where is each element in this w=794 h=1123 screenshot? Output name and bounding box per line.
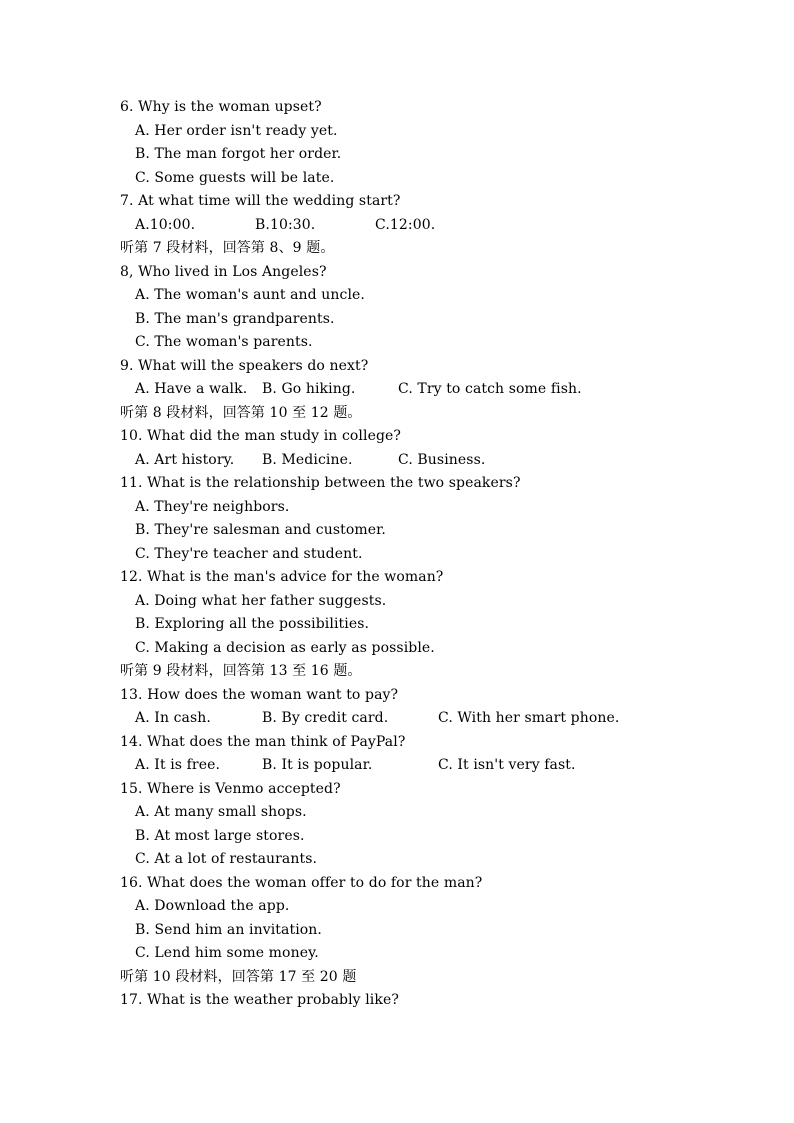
section-heading-9: 听第 9 段材料，回答第 13 至 16 题。: [120, 663, 362, 679]
question-7: 7. At what time will the wedding start?: [120, 193, 401, 209]
option-12c: C. Making a decision as early as possible.: [135, 639, 435, 656]
option-15b: B. At most large stores.: [135, 827, 305, 844]
options-row-9: [0, 378, 794, 402]
question-13: 13. How does the woman want to pay?: [120, 686, 399, 703]
option-9c: C. Try to catch some fish.: [398, 381, 582, 397]
option-14b: B. It is popular.: [262, 757, 373, 773]
option-14a: A. It is free.: [135, 757, 221, 773]
option-13b: B. By credit card.: [262, 710, 389, 726]
option-15a: A. At many small shops.: [135, 804, 307, 820]
question-6: 6. Why is the woman upset?: [120, 99, 322, 115]
options-row-13: [0, 707, 794, 731]
option-15c: C. At a lot of restaurants.: [135, 851, 318, 867]
options-row-14: [0, 754, 794, 778]
option-9a: A. Have a walk.: [135, 381, 248, 397]
question-14: 14. What does the man think of PayPal?: [120, 733, 406, 750]
option-8b: B. The man's grandparents.: [135, 310, 335, 327]
option-11a: A. They're neighbors.: [135, 498, 290, 515]
option-6a: A. Her order isn't ready yet.: [135, 122, 338, 139]
option-7a: A.10:00.: [135, 216, 196, 233]
option-10a: A. Art history.: [135, 451, 235, 468]
options-row-7: [0, 214, 794, 238]
option-10c: C. Business.: [398, 451, 486, 468]
exam-page: [0, 96, 794, 1013]
option-12a: A. Doing what her father suggests.: [135, 592, 387, 609]
option-11b: B. They're salesman and customer.: [135, 522, 386, 538]
question-17: 17. What is the weather probably like?: [120, 992, 399, 1008]
option-13c: C. With her smart phone.: [438, 710, 620, 726]
option-6c: C. Some guests will be late.: [135, 169, 335, 186]
question-11: 11. What is the relationship between the two speakers?: [120, 475, 521, 491]
option-9b: B. Go hiking.: [262, 381, 356, 397]
question-9: 9. What will the speakers do next?: [120, 357, 369, 374]
option-16b: B. Send him an invitation.: [135, 921, 322, 938]
option-12b: B. Exploring all the possibilities.: [135, 616, 370, 632]
option-8c: C. The woman's parents.: [135, 334, 313, 350]
question-8: 8, Who lived in Los Angeles?: [120, 263, 327, 280]
option-16c: C. Lend him some money.: [135, 945, 319, 961]
option-10b: B. Medicine.: [262, 451, 353, 468]
option-11c: C. They're teacher and student.: [135, 545, 363, 562]
option-13a: A. In cash.: [135, 710, 211, 726]
section-heading-7: 听第 7 段材料，回答第 8、9 题。: [120, 240, 335, 256]
option-8a: A. The woman's aunt and uncle.: [135, 287, 365, 303]
question-15: 15. Where is Venmo accepted?: [120, 780, 341, 797]
option-7c: C.12:00.: [375, 216, 436, 233]
section-heading-8: 听第 8 段材料，回答第 10 至 12 题。: [120, 404, 362, 421]
option-16a: A. Download the app.: [135, 898, 290, 914]
section-heading-10: 听第 10 段材料，回答第 17 至 20 题: [120, 968, 357, 985]
option-6b: B. The man forgot her order.: [135, 146, 342, 162]
question-12: 12. What is the man's advice for the woman?: [120, 569, 444, 585]
option-7b: B.10:30.: [255, 216, 316, 233]
question-16: 16. What does the woman offer to do for the man?: [120, 874, 483, 891]
question-10: 10. What did the man study in college?: [120, 428, 402, 444]
option-14c: C. It isn't very fast.: [438, 757, 576, 773]
options-row-10: [0, 449, 794, 473]
